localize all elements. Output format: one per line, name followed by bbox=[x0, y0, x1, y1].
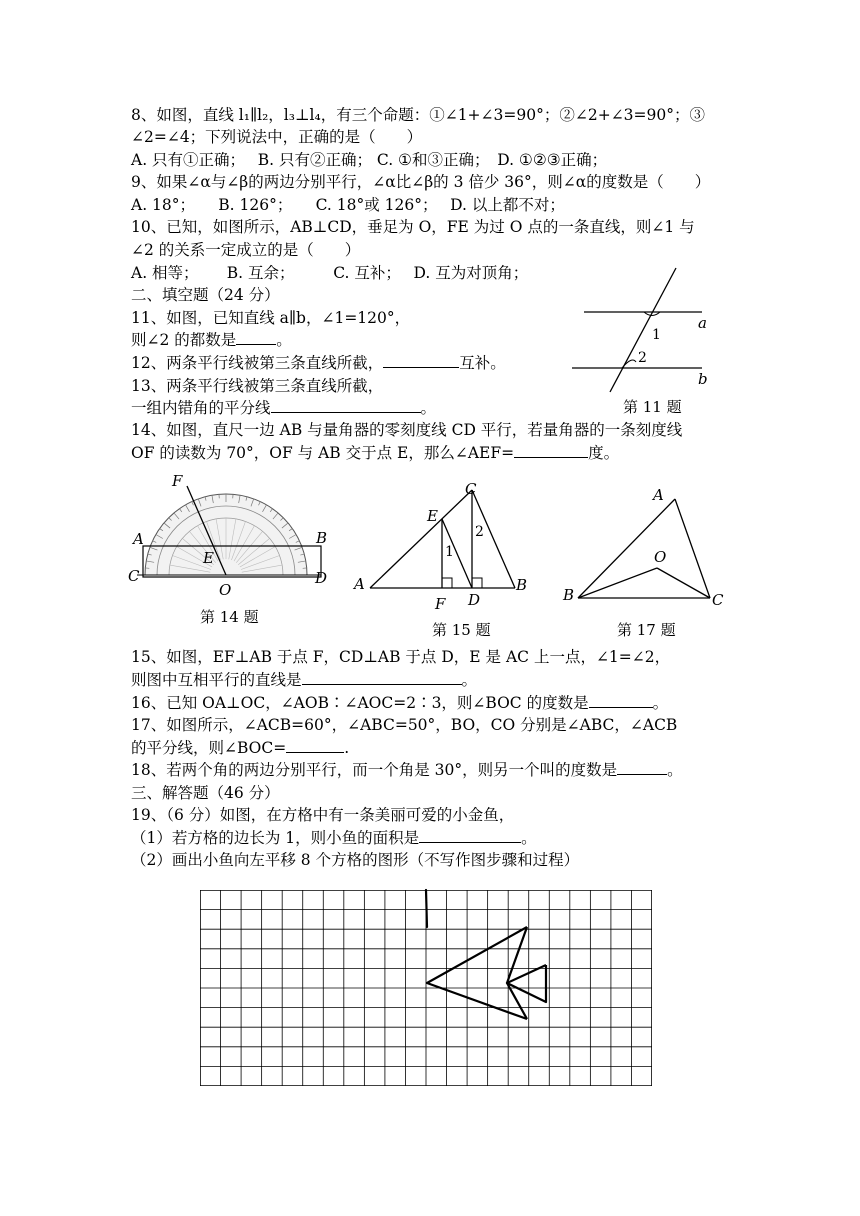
label-B: B bbox=[316, 529, 328, 547]
right-angle-f bbox=[442, 578, 452, 588]
q15-answer-blank[interactable] bbox=[302, 670, 462, 685]
q10-line1: 10、已知，如图所示，AB⊥CD，垂足为 O，FE 为过 O 点的一条直线，则∠1 与 bbox=[131, 218, 695, 236]
q17-line2 bbox=[131, 738, 349, 758]
q16-end: 。 bbox=[652, 694, 669, 712]
q19-line1: 19、（6 分）如图，在方格中有一条美丽可爱的小金鱼， bbox=[131, 806, 515, 824]
segment-ac bbox=[675, 499, 710, 598]
label-E: E bbox=[203, 549, 214, 567]
label-B: B bbox=[516, 576, 528, 594]
q8-line1: 8、如图，直线 l₁∥l₂，l₃⊥l₄，有三个命题：①∠1+∠3=90°；②∠2+∠3=90°；③ bbox=[131, 106, 706, 124]
q9-options: A. 18°； B. 126°； C. 18°或 126°； D. 以上都不对； bbox=[131, 196, 565, 214]
caption-15: 第 15 题 bbox=[432, 621, 491, 639]
fish-grid bbox=[200, 890, 652, 1086]
label-A: A bbox=[653, 486, 664, 504]
q14-line2 bbox=[131, 443, 619, 463]
q16-text: 16、已知 OA⊥OC，∠AOB∶∠AOC=2∶3，则∠BOC 的度数是 bbox=[131, 694, 589, 712]
q16-answer-blank[interactable] bbox=[589, 693, 653, 708]
q14-end: 度。 bbox=[588, 444, 620, 462]
q15-end: 。 bbox=[461, 671, 478, 689]
label-B: B bbox=[563, 586, 575, 604]
q12-line bbox=[131, 353, 506, 373]
caption-17: 第 17 题 bbox=[617, 621, 676, 639]
label-angle-2: 2 bbox=[475, 524, 484, 540]
q17-text: 的平分线，则∠BOC= bbox=[131, 739, 287, 757]
q11-end: 。 bbox=[276, 331, 292, 349]
section-3-heading: 三、解答题（46 分） bbox=[131, 784, 280, 802]
q17-end: . bbox=[344, 739, 350, 757]
protractor bbox=[145, 494, 307, 575]
q13-line1: 13、两条平行线被第三条直线所截， bbox=[131, 377, 384, 395]
fish-body-outline bbox=[427, 927, 527, 1019]
q19-answer-blank[interactable] bbox=[419, 828, 521, 843]
q13-line2 bbox=[131, 398, 436, 418]
label-D: D bbox=[468, 591, 481, 609]
q15-text: 则图中互相平行的直线是 bbox=[131, 671, 302, 689]
q11-answer-blank[interactable] bbox=[236, 330, 276, 345]
q10-options: A. 相等； B. 互余； C. 互补； D. 互为对顶角； bbox=[131, 264, 529, 282]
q12-end: 互补。 bbox=[459, 354, 506, 372]
q8-line2: ∠2=∠4；下列说法中，正确的是（ ） bbox=[131, 128, 423, 146]
label-E: E bbox=[427, 507, 438, 525]
q13-text: 一组内错角的平分线 bbox=[131, 399, 271, 417]
label-C: C bbox=[128, 567, 140, 585]
label-angle-2: 2 bbox=[638, 350, 647, 366]
q14-answer-blank[interactable] bbox=[514, 443, 588, 458]
label-C: C bbox=[465, 480, 477, 498]
label-F: F bbox=[172, 472, 183, 490]
segment-co bbox=[657, 568, 710, 598]
q16-line bbox=[131, 693, 668, 713]
figure-11 bbox=[560, 262, 720, 412]
q19-end: 。 bbox=[521, 829, 537, 847]
label-angle-1: 1 bbox=[445, 544, 454, 560]
section-2-heading: 二、填空题（24 分） bbox=[131, 286, 280, 304]
q18-answer-blank[interactable] bbox=[617, 760, 667, 775]
label-a: a bbox=[698, 314, 707, 332]
q12-answer-blank[interactable] bbox=[383, 353, 459, 368]
figure-15 bbox=[350, 478, 535, 613]
q14-line1: 14、如图，直尺一边 AB 与量角器的零刻度线 CD 平行，若量角器的一条刻度线 bbox=[131, 421, 683, 439]
q9-line1: 9、如果∠α与∠β的两边分别平行，∠α比∠β的 3 倍少 36°，则∠α的度数是（ ） bbox=[131, 173, 711, 191]
q11-line1: 11、如图，已知直线 a∥b，∠1=120°， bbox=[131, 309, 411, 327]
fish-body-inner bbox=[507, 927, 527, 1019]
q19-line3: （2）画出小鱼向左平移 8 个方格的图形（不写作图步骤和过程） bbox=[131, 851, 580, 869]
q14-text: OF 的读数为 70°，OF 与 AB 交于点 E，那么∠AEF= bbox=[131, 444, 515, 462]
figure-14 bbox=[125, 470, 340, 605]
q13-end: 。 bbox=[420, 399, 437, 417]
q15-line1: 15、如图，EF⊥AB 于点 F，CD⊥AB 于点 D，E 是 AC 上一点，∠1=∠2， bbox=[131, 648, 671, 666]
q18-line bbox=[131, 760, 683, 780]
q15-line2 bbox=[131, 670, 477, 690]
q11-line2 bbox=[131, 330, 292, 350]
label-C: C bbox=[712, 591, 724, 609]
figure-17 bbox=[555, 480, 735, 610]
caption-14: 第 14 题 bbox=[200, 608, 259, 626]
q18-end: 。 bbox=[667, 761, 683, 779]
segment-ac bbox=[370, 490, 472, 588]
q11-text: 则∠2 的都数是 bbox=[131, 331, 237, 349]
q19-text: （1）若方格的边长为 1，则小鱼的面积是 bbox=[131, 829, 420, 847]
q18-text: 18、若两个角的两边分别平行，而一个角是 30°，则另一个叫的度数是 bbox=[131, 761, 618, 779]
q17-line1: 17、如图所示，∠ACB=60°，∠ABC=50°，BO，CO 分别是∠ABC，∠ACB bbox=[131, 716, 678, 734]
label-A: A bbox=[354, 575, 365, 593]
q8-options: A. 只有①正确； B. 只有②正确； C. ①和③正确； D. ①②③正确； bbox=[131, 151, 608, 169]
right-angle-d bbox=[472, 578, 482, 588]
label-O: O bbox=[654, 548, 667, 566]
label-F: F bbox=[435, 595, 446, 613]
q19-line2 bbox=[131, 828, 537, 848]
q12-text: 12、两条平行线被第三条直线所截， bbox=[131, 354, 384, 372]
q17-answer-blank[interactable] bbox=[286, 738, 344, 753]
fish-tail bbox=[507, 965, 546, 1002]
transversal bbox=[610, 268, 676, 392]
label-angle-1: 1 bbox=[652, 327, 661, 343]
q10-line2: ∠2 的关系一定成立的是（ ） bbox=[131, 241, 361, 259]
label-A: A bbox=[133, 530, 144, 548]
label-D: D bbox=[315, 569, 328, 587]
label-O: O bbox=[219, 581, 232, 599]
label-b: b bbox=[698, 370, 708, 388]
segment-bo bbox=[578, 568, 657, 598]
q13-answer-blank[interactable] bbox=[271, 398, 421, 413]
caption-11: 第 11 题 bbox=[623, 398, 682, 416]
